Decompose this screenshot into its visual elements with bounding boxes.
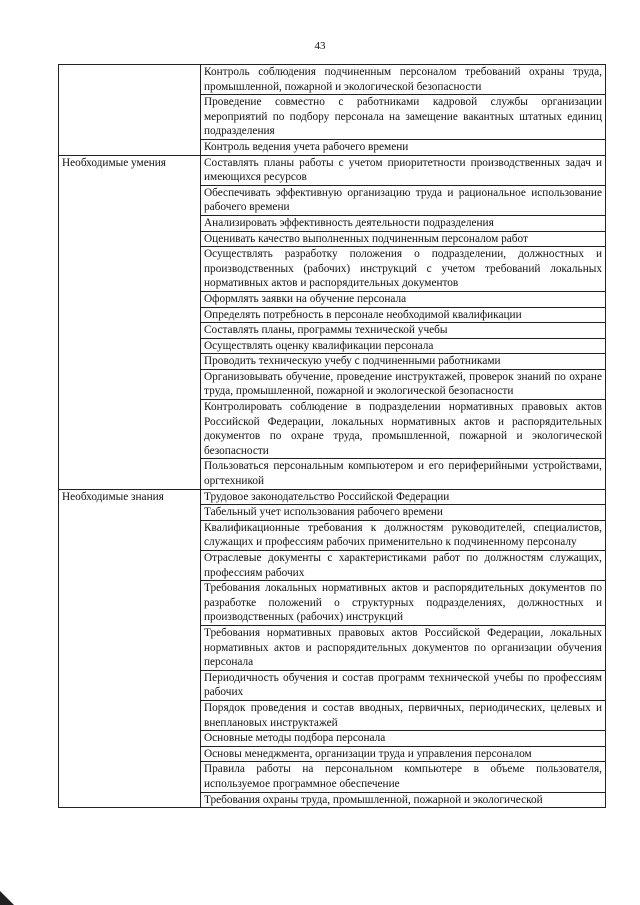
requirement-item: Требования охраны труда, промышленной, пожарной и экологической xyxy=(201,792,606,808)
qualification-table xyxy=(58,64,606,808)
table-row xyxy=(59,489,606,505)
table-row xyxy=(59,155,606,185)
requirement-item: Основные методы подбора персонала xyxy=(201,731,606,747)
table-row xyxy=(59,65,606,95)
qualification-table-body xyxy=(59,65,606,808)
requirement-item: Обеспечивать эффективную организацию труда и рациональное использование рабочего времени xyxy=(201,185,606,215)
requirement-item: Отраслевые документы с характеристиками работ по должностям служащих, профессиям рабочих xyxy=(201,551,606,581)
requirement-item: Основы менеджмента, организации труда и управления персоналом xyxy=(201,746,606,762)
requirement-item: Составлять планы работы с учетом приоритетности производственных задач и имеющихся ресурсов xyxy=(201,155,606,185)
requirement-item: Периодичность обучения и состав программ технической учебы по профессиям рабочих xyxy=(201,670,606,700)
requirement-item: Контроль соблюдения подчиненным персоналом требований охраны труда, промышленной, пожарной и экологической безопасности xyxy=(201,65,606,95)
requirement-item: Контроль ведения учета рабочего времени xyxy=(201,139,606,155)
page-number: 43 xyxy=(314,40,326,52)
requirement-item: Правила работы на персональном компьютере в объеме пользователя, используемое программное обеспечение xyxy=(201,762,606,792)
requirement-item: Требования локальных нормативных актов и распорядительных документов по разработке положений о структурных подразделениях, должностных и производственных (рабочих) инструкций xyxy=(201,581,606,626)
requirement-item: Организовывать обучение, проведение инструктажей, проверок знаний по охране труда, промышленной, пожарной и экологической безопасности xyxy=(201,369,606,399)
section-label: Необходимые знания xyxy=(59,489,201,807)
requirement-item: Требования нормативных правовых актов Российской Федерации, локальных нормативных актов и распорядительных документов по организации обучения персонала xyxy=(201,625,606,670)
requirement-item: Трудовое законодательство Российской Федерации xyxy=(201,489,606,505)
requirement-item: Анализировать эффективность деятельности подразделения xyxy=(201,215,606,231)
requirement-item: Оценивать качество выполненных подчиненным персоналом работ xyxy=(201,231,606,247)
section-label: Необходимые умения xyxy=(59,155,201,489)
requirement-item: Осуществлять разработку положения о подразделении, должностных и производственных (рабочих) инструкций с учетом требований локальных нормативных актов и распорядительных документов xyxy=(201,247,606,292)
requirement-item: Порядок проведения и состав вводных, первичных, периодических, целевых и внеплановых инструктажей xyxy=(201,700,606,730)
requirement-item: Контролировать соблюдение в подразделении нормативных правовых актов Российской Федерации, локальных нормативных актов и распорядительных документов по охране труда, промышленной, пожарной и экологической безопасности xyxy=(201,400,606,459)
requirement-item: Проведение совместно с работниками кадровой службы организации мероприятий по подбору персонала на замещение вакантных штатных единиц подразделения xyxy=(201,95,606,140)
requirement-item: Табельный учет использования рабочего времени xyxy=(201,505,606,521)
requirement-item: Пользоваться персональным компьютером и его периферийными устройствами, оргтехникой xyxy=(201,459,606,489)
scan-corner-mark xyxy=(0,891,14,905)
requirement-item: Проводить техническую учебу с подчиненными работниками xyxy=(201,354,606,370)
requirement-item: Осуществлять оценку квалификации персонала xyxy=(201,338,606,354)
requirement-item: Оформлять заявки на обучение персонала xyxy=(201,291,606,307)
requirement-item: Определять потребность в персонале необходимой квалификации xyxy=(201,307,606,323)
section-label xyxy=(59,65,201,156)
requirement-item: Составлять планы, программы технической учебы xyxy=(201,323,606,339)
requirement-item: Квалификационные требования к должностям руководителей, специалистов, служащих и профессиям рабочих применительно к подчиненному персоналу xyxy=(201,520,606,550)
